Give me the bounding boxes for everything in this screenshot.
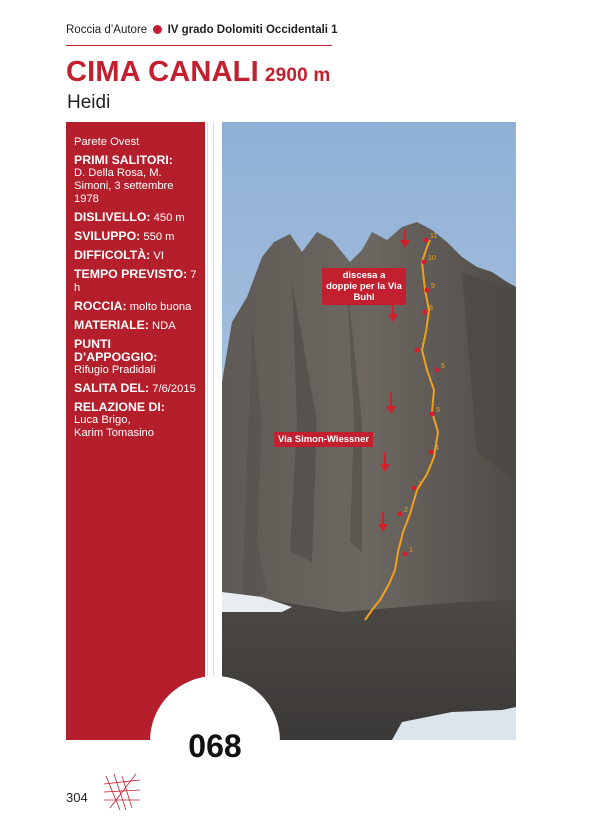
pitch-number-label: 9: [431, 283, 435, 290]
report-value-1: Luca Brigo,: [74, 414, 131, 426]
belay-station-marker: [415, 348, 420, 353]
height-row: [74, 211, 197, 225]
peak-altitude: 2900 m: [264, 65, 331, 86]
height-label: DISLIVELLO:: [74, 210, 151, 224]
date-label: SALITA DEL:: [74, 381, 150, 395]
pitch-number-label: 2: [404, 507, 408, 514]
rock-value: molto buona: [129, 301, 192, 313]
header-rule: [66, 45, 332, 46]
first-ascent-label: PRIMI SALITORI:: [74, 153, 173, 167]
divider-line: [213, 122, 214, 742]
pitch-number-label: 6: [441, 363, 445, 370]
date-row: [74, 382, 197, 396]
base-row: [74, 338, 197, 377]
pitch-number-label: 1: [409, 547, 413, 554]
mountain-photo: [222, 122, 516, 740]
info-panel: [66, 122, 205, 740]
divider-line: [207, 122, 208, 742]
pitch-number-label: 10: [428, 255, 436, 262]
pitch-number-label: 4: [435, 445, 439, 452]
base-value: Rifugio Pradidali: [74, 364, 156, 376]
difficulty-label: DIFFICOLTÀ:: [74, 248, 151, 262]
other-route-label: Via Simon-Wiessner: [274, 432, 373, 447]
rock-label: ROCCIA:: [74, 299, 127, 313]
belay-station-marker: [435, 368, 440, 373]
pitch-number-label: 3: [418, 481, 422, 488]
height-value: 450 m: [153, 212, 185, 224]
pitch-number-label: 11: [430, 233, 438, 240]
base-label: PUNTI D’APPOGGIO:: [74, 337, 158, 364]
difficulty-row: [74, 249, 197, 263]
report-value-2: Karim Tomasino: [74, 427, 154, 439]
descent-label: discesa a doppie per la Via Buhl: [322, 268, 406, 305]
time-value: 7 h: [74, 269, 197, 294]
time-label: TEMPO PREVISTO:: [74, 267, 188, 281]
difficulty-value: VI: [153, 250, 164, 262]
red-dot-icon: [153, 25, 162, 34]
gear-value: NDA: [152, 320, 176, 332]
belay-station-marker: [424, 238, 429, 243]
first-ascent-value: D. Della Rosa, M. Simoni, 3 settembre 1978: [74, 167, 174, 205]
belay-station-marker: [422, 260, 427, 265]
date-value: 7/6/2015: [152, 383, 196, 395]
pitch-number-label: 5: [436, 407, 440, 414]
length-row: [74, 230, 197, 244]
belay-station-marker: [412, 486, 417, 491]
length-value: 550 m: [143, 231, 175, 243]
route-name: Heidi: [67, 92, 111, 113]
face-row: [74, 136, 197, 149]
pitch-number-label: 8: [429, 305, 433, 312]
report-row: [74, 401, 197, 440]
peak-name: CIMA CANALI: [66, 56, 259, 88]
belay-station-marker: [425, 288, 430, 293]
belay-station-marker: [429, 450, 434, 455]
face-value: Parete Ovest: [74, 136, 140, 148]
length-label: SVILUPPO:: [74, 229, 141, 243]
guide-name: IV grado Dolomiti Occidentali 1: [167, 24, 338, 36]
pitch-number-label: 7: [421, 343, 425, 350]
route-number: 068: [188, 728, 242, 764]
report-label: RELAZIONE DI:: [74, 400, 165, 414]
time-row: [74, 268, 197, 295]
gear-label: MATERIALE:: [74, 318, 149, 332]
belay-station-marker: [430, 412, 435, 417]
peak-title: [66, 56, 330, 89]
belay-station-marker: [423, 310, 428, 315]
page-number: 304: [66, 790, 88, 805]
belay-station-marker: [403, 552, 408, 557]
first-ascent-row: [74, 154, 197, 206]
gear-row: [74, 319, 197, 333]
belay-station-marker: [398, 512, 403, 517]
series-name: Roccia d’Autore: [66, 24, 148, 36]
route-photo: [222, 122, 516, 740]
publisher-logo-icon: [100, 770, 144, 814]
rock-row: [74, 300, 197, 314]
running-header: [66, 24, 338, 36]
